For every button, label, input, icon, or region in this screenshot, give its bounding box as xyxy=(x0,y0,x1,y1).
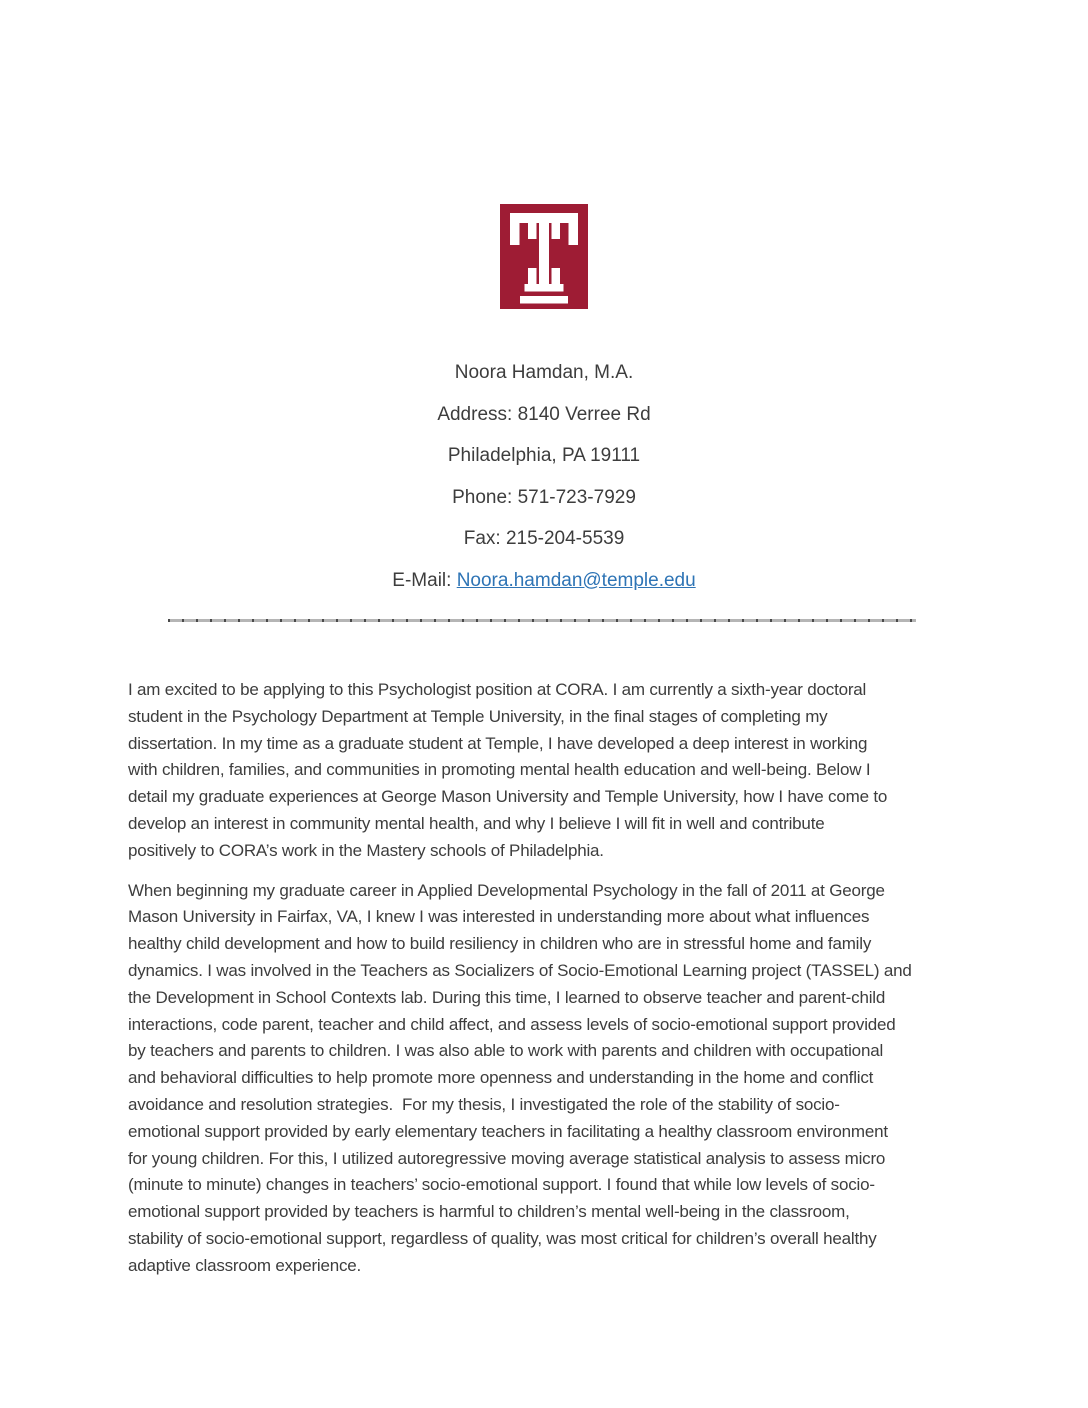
letter-body xyxy=(128,677,968,1293)
email-link[interactable]: Noora.hamdan@temple.edu xyxy=(456,569,696,591)
paragraph-line: and behavioral difficulties to help promote more openness and understanding in the home and conflict xyxy=(128,1068,874,1088)
contact-name: Noora Hamdan, M.A. xyxy=(454,362,634,383)
paragraph-line: interactions, code parent, teacher and child affect, and assess levels of socio-emotional support provided xyxy=(128,1014,896,1034)
paragraph-line: for young children. For this, I utilized autoregressive moving average statistical analysis to assess micro xyxy=(128,1148,886,1168)
paragraph-1 xyxy=(128,677,968,865)
paragraph-line: with children, families, and communities in promoting mental health education and well-being. Below I xyxy=(128,760,871,780)
paragraph-line: the Development in School Contexts lab. During this time, I learned to observe teacher and parent-child xyxy=(128,987,886,1007)
contact-phone: Phone: 571-723-7929 xyxy=(452,486,636,508)
paragraph-2 xyxy=(128,878,968,1280)
paragraph-line: adaptive classroom experience. xyxy=(128,1255,362,1275)
paragraph-line: emotional support provided by teachers is harmful to children’s mental well-being in the classroom, xyxy=(128,1202,850,1222)
paragraph-line: student in the Psychology Department at Temple University, in the final stages of completing my xyxy=(128,706,828,726)
paragraph-line: (minute to minute) changes in teachers’ socio-emotional support. I found that while low levels of socio- xyxy=(128,1175,875,1195)
email-label: E-Mail: xyxy=(392,569,457,591)
paragraph-line: positively to CORA’s work in the Mastery schools of Philadelphia. xyxy=(128,840,604,860)
divider-line xyxy=(168,619,916,622)
temple-university-logo xyxy=(500,204,588,309)
contact-address: Address: 8140 Verree Rd xyxy=(437,403,651,425)
paragraph-line: I am excited to be applying to this Psychologist position at CORA. I am currently a sixth-year doctoral xyxy=(128,680,867,699)
paragraph-line: dissertation. In my time as a graduate student at Temple, I have developed a deep interest in working xyxy=(128,733,868,753)
paragraph-line: detail my graduate experiences at George Mason University and Temple University, how I have come to xyxy=(128,787,888,807)
paragraph-line: develop an interest in community mental health, and why I believe I will fit in well and contribute xyxy=(128,813,825,833)
paragraph-line: dynamics. I was involved in the Teachers as Socializers of Socio-Emotional Learning project (TASSEL) and xyxy=(128,960,912,980)
contact-fax: Fax: 215-204-5539 xyxy=(463,528,625,549)
paragraph-line: by teachers and parents to children. I was also able to work with parents and children with occupational xyxy=(128,1041,884,1061)
paragraph-line: stability of socio-emotional support, regardless of quality, was most critical for children’s overall healthy xyxy=(128,1228,877,1248)
contact-block xyxy=(0,352,1088,601)
paragraph-line: emotional support provided by early elementary teachers in facilitating a healthy classroom environment xyxy=(128,1121,888,1141)
temple-t-icon xyxy=(500,204,588,309)
paragraph-line: avoidance and resolution strategies. For my thesis, I investigated the role of the stability of socio- xyxy=(128,1094,840,1114)
paragraph-line: healthy child development and how to build resiliency in children who are in stressful home and family xyxy=(128,934,872,954)
contact-email-line xyxy=(0,560,1088,602)
paragraph-line: Mason University in Fairfax, VA, I knew I was interested in understanding more about what influences xyxy=(128,907,870,927)
contact-city: Philadelphia, PA 19111 xyxy=(447,445,641,466)
paragraph-line: When beginning my graduate career in Applied Developmental Psychology in the fall of 2011 at George xyxy=(128,880,885,900)
